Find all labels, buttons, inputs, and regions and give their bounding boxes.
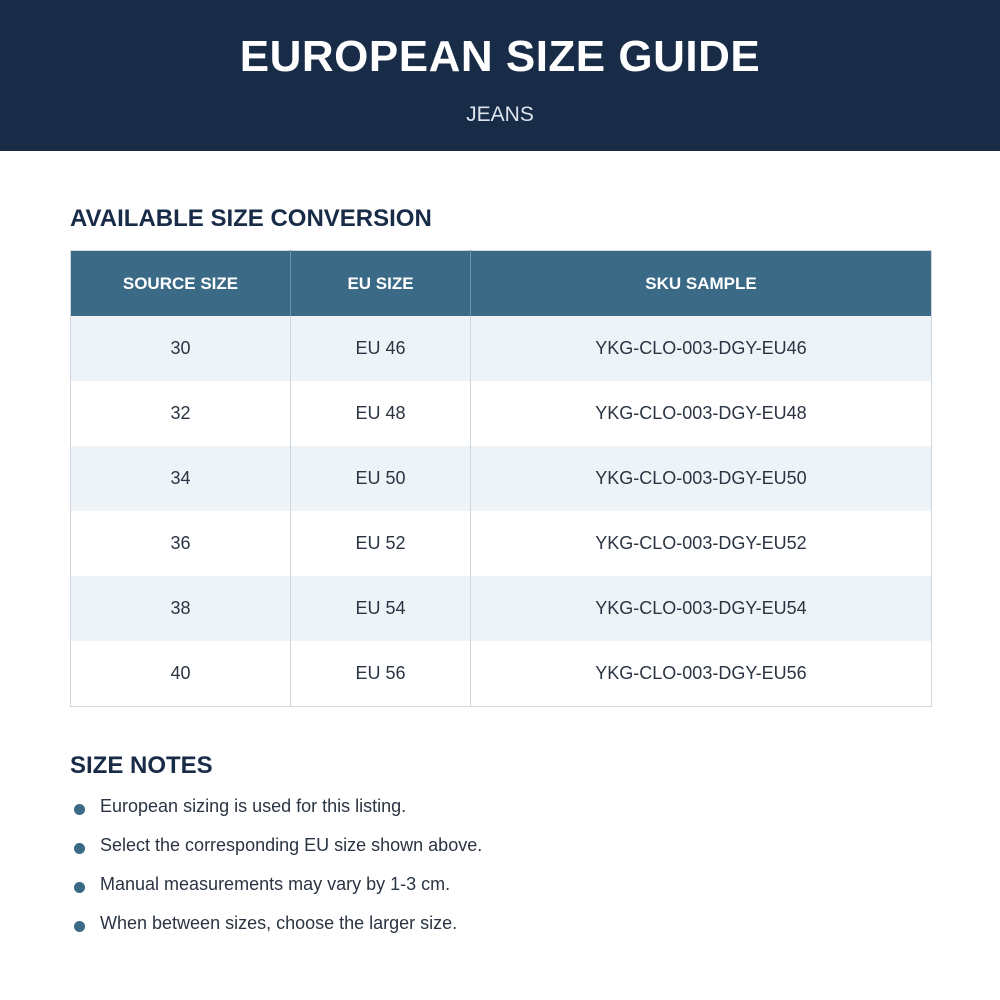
sku-cell: YKG-CLO-003-DGY-EU56	[471, 641, 932, 707]
sku-cell: YKG-CLO-003-DGY-EU50	[471, 446, 932, 511]
column-header-eu-size: EU SIZE	[291, 251, 471, 317]
eu-size-cell: EU 50	[291, 446, 471, 511]
conversion-section-title: AVAILABLE SIZE CONVERSION	[70, 205, 432, 232]
table-row	[71, 576, 932, 641]
header-banner	[0, 0, 1000, 151]
table-row	[71, 316, 932, 381]
list-item	[70, 829, 482, 868]
list-item	[70, 907, 482, 946]
note-text: Select the corresponding EU size shown above.	[100, 835, 483, 855]
note-text: When between sizes, choose the larger size.	[100, 913, 458, 933]
source-size-cell: 32	[71, 381, 291, 446]
list-item	[70, 868, 482, 907]
eu-size-cell: EU 56	[291, 641, 471, 707]
page-title: EUROPEAN SIZE GUIDE	[239, 32, 761, 81]
note-text: Manual measurements may vary by 1-3 cm.	[100, 874, 451, 894]
list-item	[70, 790, 482, 829]
bullet-icon	[74, 921, 85, 932]
table-row	[71, 381, 932, 446]
page-subtitle: JEANS	[466, 103, 534, 126]
size-conversion-table	[70, 250, 932, 707]
eu-size-cell: EU 54	[291, 576, 471, 641]
bullet-icon	[74, 882, 85, 893]
eu-size-cell: EU 48	[291, 381, 471, 446]
column-header-sku-sample: SKU SAMPLE	[471, 251, 932, 317]
table-row	[71, 446, 932, 511]
eu-size-cell: EU 52	[291, 511, 471, 576]
bullet-icon	[74, 843, 85, 854]
bullet-icon	[74, 804, 85, 815]
source-size-cell: 38	[71, 576, 291, 641]
sku-cell: YKG-CLO-003-DGY-EU46	[471, 316, 932, 381]
table-row	[71, 511, 932, 576]
source-size-cell: 36	[71, 511, 291, 576]
notes-section-title: SIZE NOTES	[70, 752, 213, 779]
sku-cell: YKG-CLO-003-DGY-EU48	[471, 381, 932, 446]
source-size-cell: 30	[71, 316, 291, 381]
sku-cell: YKG-CLO-003-DGY-EU54	[471, 576, 932, 641]
size-notes-list	[70, 790, 482, 946]
source-size-cell: 40	[71, 641, 291, 707]
table-header-row	[71, 251, 932, 317]
sku-cell: YKG-CLO-003-DGY-EU52	[471, 511, 932, 576]
column-header-source-size: SOURCE SIZE	[71, 251, 291, 317]
note-text: European sizing is used for this listing.	[100, 796, 407, 816]
eu-size-cell: EU 46	[291, 316, 471, 381]
table-row	[71, 641, 932, 707]
source-size-cell: 34	[71, 446, 291, 511]
